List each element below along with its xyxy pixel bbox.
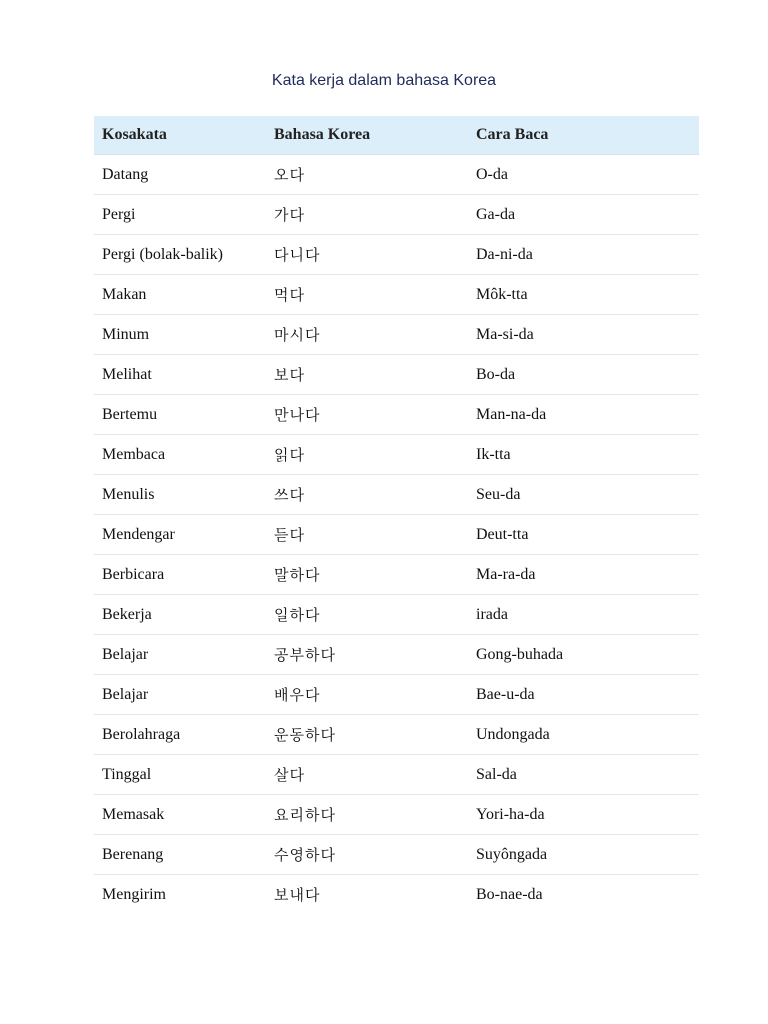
table-row (94, 715, 699, 755)
cell-kosakata: Pergi (94, 195, 266, 235)
cell-bahasa-korea: 수영하다 (266, 835, 468, 875)
cell-cara-baca: Bo-da (468, 355, 699, 395)
cell-bahasa-korea: 가다 (266, 195, 468, 235)
cell-bahasa-korea: 다니다 (266, 235, 468, 275)
cell-bahasa-korea: 듣다 (266, 515, 468, 555)
cell-kosakata: Mendengar (94, 515, 266, 555)
cell-kosakata: Bekerja (94, 595, 266, 635)
cell-cara-baca: Bo-nae-da (476, 886, 543, 903)
cell-cara-baca: Bae-u-da (468, 675, 699, 715)
cell-kosakata: Minum (94, 315, 266, 355)
cell-bahasa-korea: 오다 (266, 155, 468, 195)
cell-bahasa-korea: 마시다 (266, 315, 468, 355)
cell-kosakata: Tinggal (94, 755, 266, 795)
cell-bahasa-korea: 읽다 (266, 435, 468, 475)
table-row (94, 235, 699, 275)
cell-bahasa-korea: 운동하다 (266, 715, 468, 755)
cell-bahasa-korea: 먹다 (266, 275, 468, 315)
table-row (94, 395, 699, 435)
table-row (94, 795, 699, 835)
table-row (94, 195, 699, 235)
cell-kosakata: Berolahraga (94, 715, 266, 755)
table-row (94, 755, 699, 795)
cell-kosakata: Makan (94, 275, 266, 315)
cell-kosakata: Belajar (94, 675, 266, 715)
cell-cara-baca: Ga-da (468, 195, 699, 235)
cell-cara-baca: Môk-tta (468, 275, 699, 315)
cell-kosakata: Mengirim (102, 886, 166, 903)
cell-cara-baca: Suyôngada (468, 835, 699, 875)
cell-cara-baca: Man-na-da (468, 395, 699, 435)
cell-kosakata: Belajar (94, 635, 266, 675)
cell-bahasa-korea: 쓰다 (266, 475, 468, 515)
cell-bahasa-korea: 요리하다 (266, 795, 468, 835)
table-row (94, 875, 699, 915)
cell-cara-baca: Ma-ra-da (468, 555, 699, 595)
page-title: Kata kerja dalam bahasa Korea (271, 72, 497, 89)
cell-kosakata: Pergi (bolak-balik) (94, 235, 266, 275)
cell-bahasa-korea: 살다 (266, 755, 468, 795)
cell-kosakata: Berenang (94, 835, 266, 875)
cell-cara-baca: Sal-da (468, 755, 699, 795)
cell-cara-baca: Seu-da (468, 475, 699, 515)
table-row (94, 315, 699, 355)
cell-cara-baca: Da-ni-da (468, 235, 699, 275)
cell-kosakata: Datang (94, 155, 266, 195)
cell-bahasa-korea: 보다 (266, 355, 468, 395)
cell-cara-baca: Deut-tta (468, 515, 699, 555)
cell-bahasa-korea: 일하다 (266, 595, 468, 635)
cell-kosakata: Melihat (94, 355, 266, 395)
cell-bahasa-korea: 만나다 (266, 395, 468, 435)
cell-kosakata: Berbicara (94, 555, 266, 595)
cell-kosakata: Menulis (94, 475, 266, 515)
cell-bahasa-korea: 말하다 (266, 555, 468, 595)
cell-bahasa-korea: 보내다 (274, 886, 321, 904)
table-header-row (94, 116, 699, 155)
cell-cara-baca: Yori-ha-da (468, 795, 699, 835)
cell-cara-baca: O-da (468, 155, 699, 195)
table-row (94, 475, 699, 515)
table-row (94, 435, 699, 475)
table-row (94, 835, 699, 875)
cell-bahasa-korea: 배우다 (266, 675, 468, 715)
table-row (94, 595, 699, 635)
cell-kosakata: Bertemu (94, 395, 266, 435)
cell-cara-baca: Gong-buhada (468, 635, 699, 675)
cell-cara-baca: Ma-si-da (468, 315, 699, 355)
header-kosakata: Kosakata (94, 116, 266, 155)
cell-cara-baca: Undongada (468, 715, 699, 755)
table-row (94, 555, 699, 595)
table-row (94, 155, 699, 195)
vocabulary-table (94, 116, 699, 914)
table-row (94, 355, 699, 395)
table-row (94, 515, 699, 555)
cell-kosakata: Membaca (94, 435, 266, 475)
table-row (94, 635, 699, 675)
header-bahasa-korea: Bahasa Korea (266, 116, 468, 155)
header-cara-baca: Cara Baca (468, 116, 699, 155)
table-row (94, 675, 699, 715)
cell-cara-baca: Ik-tta (468, 435, 699, 475)
table-row (94, 275, 699, 315)
cell-kosakata: Memasak (94, 795, 266, 835)
cell-cara-baca: irada (468, 595, 699, 635)
cell-bahasa-korea: 공부하다 (266, 635, 468, 675)
